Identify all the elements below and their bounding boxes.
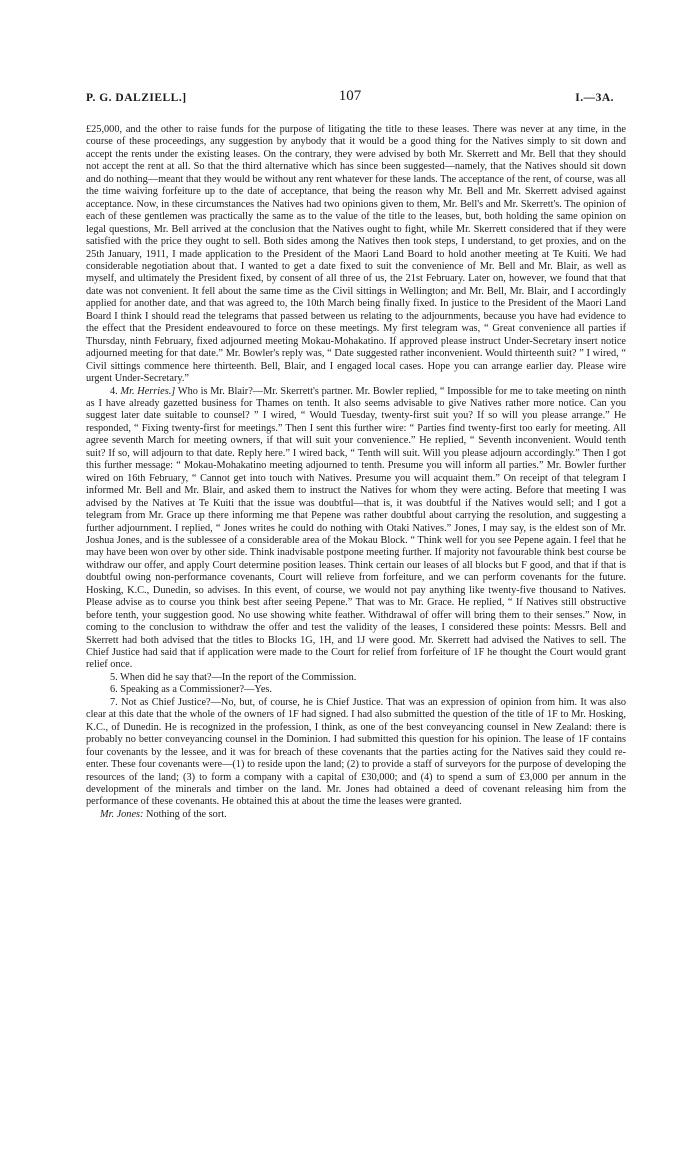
page-number: 107 [338, 88, 362, 104]
interjection-text: Nothing of the sort. [146, 808, 227, 820]
interjection-speaker: Mr. Jones: [100, 808, 144, 820]
questioner-name: Mr. Herries.] [120, 385, 176, 397]
paragraph-continued: £25,000, and the other to raise funds for the purpose of litigating the title to these leases. There was never at any time, in the course of these proceedings, any suggestion by anybody that it would be a good thing for the Natives simply to sit down and accept the rents under the existing leases. On the contrary, they were advised by both Mr. Skerrett and Mr. Bell that they should not accept the rent at all. So that the third alternative which has since been suggested—namely, that the Natives should sit down and do nothing—meant that they would be without any rent whatever for these lands. The acceptance of the rent, of course, was all the time waiving forfeiture up to the date of acceptance, that being the reason why Mr. Bell and Mr. Skerrett advised against acceptance. Now, in these circumstances the Natives had two opinions given to them, Mr. Bell's and Mr. Skerrett's. The opinion of each of these gentlemen was practically the same as to the value of the title to the leases, but, both holding the same opinion on legal questions, Mr. Bell arrived at the conclusion that the Natives ought to fight, while Mr. Skerrett considered that if they were satisfied with the price they ought to sell. Both sides among the Natives then took steps, I understand, to get proxies, and on the 25th January, 1911, I made application to the President of the Maori Land Board to hold another meeting at Te Kuiti. We had considerable negotiation about that. I wanted to get a date fixed to suit the convenience of Mr. Bell and Mr. Blair, as well as myself, and ultimately the President fixed, by consent of all three of us, the 21st February. Later on, however, we found that that date was not convenient. It fell about the same time as the Civil sittings in Wellington; and Mr. Bell, Mr. Blair, and I accordingly applied for another date, and that was agreed to, the 10th March being finally fixed. In justice to the President of the Maori Land Board I think I should read the telegrams that passed between us relating to the adjournments, because you have had evidence to the effect that the President endeavoured to force on these meetings. My first telegram was, “ Great convenience all parties if Thursday, ninth February, fixed adjourned meeting Mokau-Mohakatino. If approved please instruct Under-Secretary insert notice adjourned meeting for that date.” Mr. Bowler's reply was, “ Date suggested rather inconvenient. Would thirteenth suit? ” I wired, “ Civil sittings commence here thirteenth. Bell, Blair, and I engaged local cases. Hope you can arrange earlier day. Please wire urgent Under-Secretary.” [86, 124, 626, 385]
paragraph-question-5: 5. When did he say that?—In the report of the Commission. [110, 671, 357, 683]
paragraph-question-7: 7. Not as Chief Justice?—No, but, of course, he is Chief Justice. That was an expression of opinion from him. It was also clear at this date that the whole of the owners of 1F had signed. I had also submitted the question of the title of 1F to Mr. Hosking, K.C., of Dunedin. He is recognized in the profession, I think, as one of the best conveyancing counsel in New Zealand: there is probably no better conveyancing counsel in the Dominion. I had submitted this question for his opinion. The lease of 1F contains four covenants by the lessee, and it was for breach of these covenants that the parties acting for the Natives said they could re-enter. These four covenants were—(1) to reside upon the land; (2) to provide a staff of surveyors for the purpose of developing the resources of the land; (3) to form a company with a capital of £30,000; and (4) to spend a sum of £3,000 per annum in the development of the minerals and timber on the land. Mr. Jones had obtained a deed of covenant releasing him from the performance of these covenants. He obtained this at about the time the leases were granted. [86, 696, 626, 808]
page-body [86, 124, 626, 821]
question-number: 4. [110, 385, 118, 397]
interjection [86, 809, 626, 821]
page-header [86, 88, 614, 108]
paragraph-question-6: 6. Speaking as a Commissioner?—Yes. [110, 684, 272, 696]
header-document-code: I.—3A. [575, 92, 614, 104]
paragraph-question-4 [86, 386, 626, 672]
header-author: P. G. DALZIELL.] [86, 92, 187, 104]
answer-text: Who is Mr. Blair?—Mr. Skerrett's partner. Mr. Bowler replied, “ Impossible for me to take meeting on ninth as I have already gazetted business for Thames on tenth. It also seems advisable to give Natives rather more notice. Can you suggest later date suitable to counsel? ” I wired, “ Would Tuesday, twenty-first suit you? If so will you please arrange.” He responded, “ Fixing twenty-first for meetings.” Then I sent this further wire: “ Parties find twenty-first too early for meeting. All agree seventh March for meeting owners, if that will suit your convenience.” He replied, “ Seventh inconvenient. Would tenth suit? If so, will adjourn to that date. Reply here.” I wired back, “ Tenth will suit. Will you please adjourn accordingly.” Then I got this further message: “ Mokau-Mohakatino meeting adjourned to tenth. Presume you will inform all parties.” Mr. Bowler further wired on 16th February, “ Cannot get into touch with Natives. Presume you will acquaint them.” On receipt of that telegram I informed Mr. Bell and Mr. Blair, and asked them to instruct the Natives for whom they were acting. Before that meeting I was advised by the Natives at Te Kuiti that the issue was doubtful—that is, it was doubtful if the Natives would sell; and I got a telegram from Mr. Grace up there informing me that Pepene was rather doubtful about carrying the resolution, and suggesting a further adjournment. I replied, “ Jones writes he could do nothing with Otaki Natives.” Jones, I may say, is the eldest son of Mr. Joshua Jones, and is the sublessee of a considerable area of the Mokau Block. “ Think well for you see Pepene again. I feel that he may have been won over by other side. Think inadvisable postpone meeting further. If majority not favourable think best course be withdraw our offer, and apply Court determine position leases. Think certain our leases of all blocks but F good, and that if that is doubtful owing non-performance covenants, Court will relieve from forfeiture, and we can perform covenants for the future. Hosking, K.C., Dunedin, so advises. In this event, of course, we would not pay anything like twenty-five thousand to Natives. Please advise as to course you think best after seeing Pepene.” That was to Mr. Grace. He replied, “ If Natives still obstructive before tenth, your suggestion good. No use showing white feather. Withdrawal of offer will bring them to their senses.” Now, in coming to the conclusion to withdraw the offer and test the validity of the leases, I considered these points: Messrs. Bell and Skerrett had both advised that the titles to Blocks 1G, 1H, and 1J were good. Mr. Skerrett had advised the Natives to sell. The Chief Justice had said that if application were made to the Court for relief from forfeiture of 1F he thought the Court would grant relief once. [86, 385, 627, 671]
